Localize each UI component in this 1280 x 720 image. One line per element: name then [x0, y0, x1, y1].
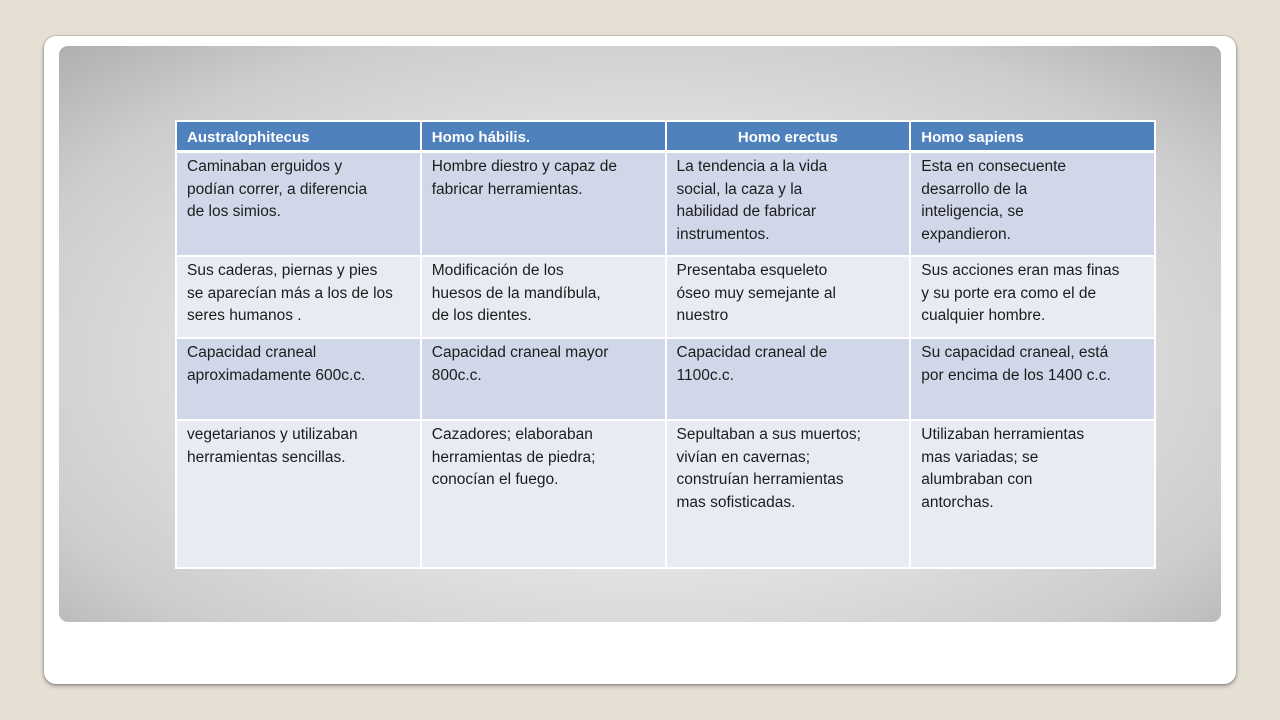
cell-text: Sus acciones eran mas finas y su porte era como el de cualquier hombre.	[921, 262, 1120, 324]
cell-text: vegetarianos y utilizaban herramientas sencillas.	[187, 426, 358, 466]
table-cell	[421, 420, 666, 568]
table-cell	[666, 338, 911, 420]
table-cell	[421, 256, 666, 338]
cell-text: La tendencia a la vida social, la caza y la habilidad de fabricar instrumentos.	[676, 158, 828, 243]
header-homo-habilis: Homo hábilis.	[421, 121, 666, 152]
cell-text: Utilizaban herramientas mas variadas; se alumbraban con antorchas.	[921, 426, 1085, 511]
table-cell	[421, 152, 666, 257]
cell-text: Capacidad craneal aproximadamente 600c.c.	[187, 344, 366, 384]
table-cell	[910, 420, 1155, 568]
cell-text: Hombre diestro y capaz de fabricar herramientas.	[431, 158, 617, 198]
table-cell	[666, 256, 911, 338]
cell-text: Modificación de los huesos de la mandíbula, de los dientes.	[431, 262, 601, 324]
table-cell	[910, 152, 1155, 257]
table-row	[176, 256, 1155, 338]
header-homo-erectus: Homo erectus	[666, 121, 911, 152]
table-cell	[910, 256, 1155, 338]
table-cell	[176, 338, 421, 420]
table-cell	[666, 152, 911, 257]
table-row	[176, 152, 1155, 257]
table-cell	[421, 338, 666, 420]
table-cell	[176, 256, 421, 338]
table-row	[176, 420, 1155, 568]
table-cell	[176, 152, 421, 257]
cell-text: Esta en consecuente desarrollo de la inteligencia, se expandieron.	[921, 158, 1067, 243]
cell-text: Sepultaban a sus muertos; vivían en cavernas; construían herramientas mas sofisticadas.	[676, 426, 861, 511]
cell-text: Capacidad craneal de 1100c.c.	[676, 344, 828, 384]
cell-text: Sus caderas, piernas y pies se aparecían más a los de los seres humanos .	[187, 262, 393, 324]
comparison-table	[175, 120, 1156, 569]
cell-text: Capacidad craneal mayor 800c.c.	[431, 344, 609, 384]
table-row	[176, 338, 1155, 420]
table-cell	[666, 420, 911, 568]
cell-text: Su capacidad craneal, está por encima de los 1400 c.c.	[921, 344, 1111, 384]
header-australophitecus: Australophitecus	[176, 121, 421, 152]
header-row	[176, 121, 1155, 152]
table-cell	[176, 420, 421, 568]
header-homo-sapiens: Homo sapiens	[910, 121, 1155, 152]
table-cell	[910, 338, 1155, 420]
cell-text: Presentaba esqueleto óseo muy semejante al nuestro	[676, 262, 836, 324]
cell-text: Caminaban erguidos y podían correr, a diferencia de los simios.	[187, 158, 368, 220]
cell-text: Cazadores; elaboraban herramientas de piedra; conocían el fuego.	[431, 426, 596, 488]
